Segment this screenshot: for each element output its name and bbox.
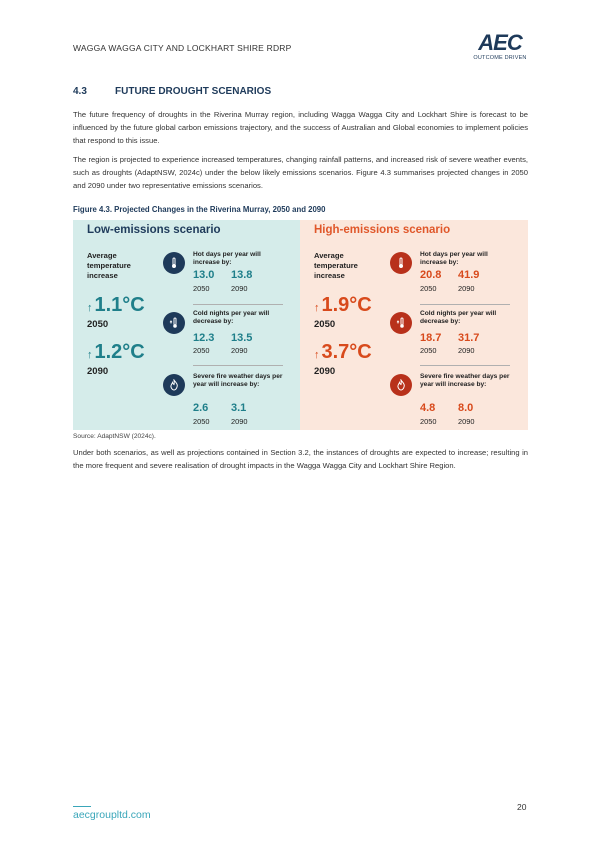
year-label-2050: 2050 [314,319,336,330]
panel-title: Low-emissions scenario [87,224,221,236]
year-2050: 2050 [420,346,437,355]
temp-increase-2050 [87,294,145,319]
avg-temp-label: Average temperature increase [87,251,131,280]
year-2090: 2090 [231,417,248,426]
hot-days-2090-value: 41.9 [458,269,480,281]
temp-value: 3.7°C [321,341,372,363]
year-label-2090: 2090 [87,366,109,377]
figure-source: Source: AdaptNSW (2024c). [73,433,156,440]
year-label-2090: 2090 [314,366,336,377]
panel-title: High-emissions scenario [314,224,451,236]
snowflake-thermometer-icon [390,312,412,334]
year-2090: 2090 [231,346,248,355]
avg-temp-label: Average temperature increase [314,251,358,280]
fire-icon [390,374,412,396]
high-emissions-panel [300,220,528,430]
hot-days-label: Hot days per year will increase by: [420,251,488,266]
figure-caption: Figure 4.3. Projected Changes in the Riverina Murray, 2050 and 2090 [73,205,326,214]
cold-nights-2050-value: 18.7 [420,332,442,344]
fire-days-label: Severe fire weather days per year will increase by: [420,373,510,388]
cold-nights-2050-value: 12.3 [193,332,215,344]
divider [193,365,283,366]
paragraph-2: The region is projected to experience increased temperatures, changing rainfall patterns, and increased risk of severe weather events, such as droughts (AdaptNSW, 2024c) under the below likely emissions scenarios. Figure 4.3 summarises projected changes in 2050 and 2090 under two representative emissions scenarios. [73,155,528,190]
aec-logo [470,32,530,64]
cold-nights-2090-value: 31.7 [458,332,480,344]
year-2090: 2090 [458,346,475,355]
year-2050: 2050 [420,284,437,293]
logo-tagline: OUTCOME DRIVEN [473,55,527,61]
document-header: WAGGA WAGGA CITY AND LOCKHART SHIRE RDRP [73,43,292,53]
fire-icon [163,374,185,396]
divider [420,365,510,366]
year-2050: 2050 [193,284,210,293]
logo-mark: AEC [478,30,522,55]
up-arrow-icon: ↑ [87,349,93,361]
divider [420,304,510,305]
cold-nights-label: Cold nights per year will decrease by: [420,310,497,325]
section-heading [73,86,271,97]
fire-days-2090-value: 3.1 [231,402,247,414]
fire-days-label: Severe fire weather days per year will increase by: [193,373,283,388]
hot-days-2050-value: 13.0 [193,269,215,281]
paragraph-1: The future frequency of droughts in the Riverina Murray region, including Wagga Wagga City and Lockhart Shire is forecast to be influenced by the future global carbon emissions trajectory, and the success of Australian and Global economies to implement policies that respond to this issue. [73,110,528,145]
year-2090: 2090 [231,284,248,293]
thermometer-icon [390,252,412,274]
cold-nights-2090-value: 13.5 [231,332,253,344]
year-2050: 2050 [420,417,437,426]
year-2050: 2050 [193,346,210,355]
snowflake-thermometer-icon [163,312,185,334]
fire-days-2050-value: 4.8 [420,402,436,414]
temp-increase-2090 [314,341,372,366]
year-2050: 2050 [193,417,210,426]
fire-days-2090-value: 8.0 [458,402,474,414]
divider [193,304,283,305]
up-arrow-icon: ↑ [314,302,320,314]
year-label-2050: 2050 [87,319,109,330]
temp-increase-2050 [314,294,372,319]
section-title: FUTURE DROUGHT SCENARIOS [115,86,272,97]
temp-value: 1.1°C [94,294,145,316]
low-emissions-panel [73,220,300,430]
year-2090: 2090 [458,284,475,293]
section-number: 4.3 [73,86,87,97]
up-arrow-icon: ↑ [314,349,320,361]
fire-days-2050-value: 2.6 [193,402,209,414]
footer-divider [73,806,91,807]
hot-days-2090-value: 13.8 [231,269,253,281]
year-2090: 2090 [458,417,475,426]
page-number: 20 [517,802,527,812]
hot-days-label: Hot days per year will increase by: [193,251,261,266]
up-arrow-icon: ↑ [87,302,93,314]
temp-increase-2090 [87,341,145,366]
temp-value: 1.2°C [94,341,145,363]
cold-nights-label: Cold nights per year will decrease by: [193,310,270,325]
temp-value: 1.9°C [321,294,372,316]
paragraph-3: Under both scenarios, as well as projections contained in Section 3.2, the instances of droughts are expected to increase; resulting in the more frequent and severe realisation of drought impacts in the Wagga Wagga City and Lockhart Shire Region. [73,448,528,470]
footer-url[interactable]: aecgroupltd.com [73,809,151,821]
hot-days-2050-value: 20.8 [420,269,442,281]
thermometer-icon [163,252,185,274]
